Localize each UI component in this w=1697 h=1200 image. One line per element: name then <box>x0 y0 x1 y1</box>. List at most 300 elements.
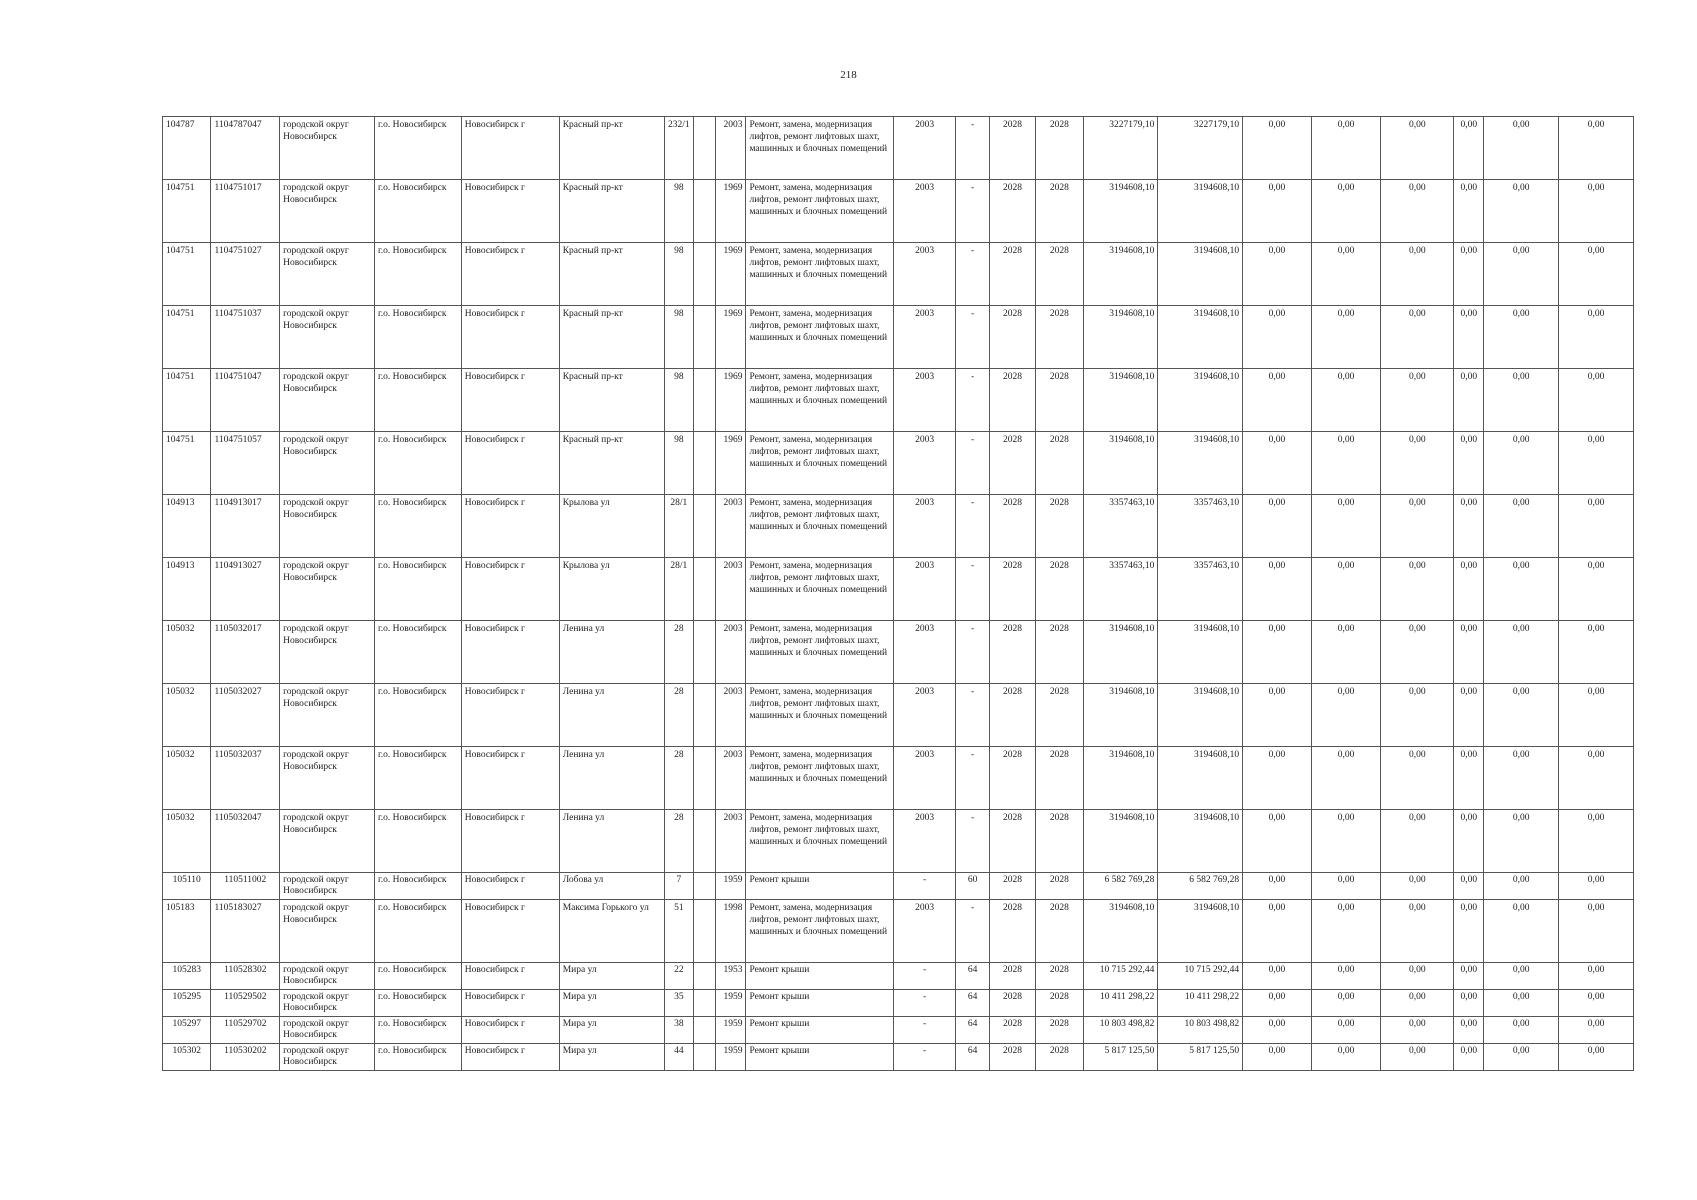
cell-prev-year: - <box>893 990 956 1017</box>
cell-house: 98 <box>664 243 693 306</box>
cell-plan-year-2: 2028 <box>1036 1044 1083 1071</box>
cell-v6: 0,00 <box>1559 990 1634 1017</box>
cell-cost-total: 10 803 498,82 <box>1083 1017 1158 1044</box>
cell-municipality: г.о. Новосибирск <box>374 558 461 621</box>
table-row <box>163 963 1634 990</box>
cell-plan-year-1: 2028 <box>989 963 1035 990</box>
cell-v3: 0,00 <box>1381 243 1454 306</box>
cell-settlement: Новосибирск г <box>461 747 559 810</box>
cell-street: Мира ул <box>559 963 664 990</box>
cell-plan-year-2: 2028 <box>1036 432 1083 495</box>
cell-district: городской округ Новосибирск <box>280 558 375 621</box>
cell-service-life: - <box>956 900 989 963</box>
cell-work: Ремонт, замена, модернизация лифтов, ремонт лифтовых шахт, машинных и блочных помещений <box>746 810 893 873</box>
cell-municipality: г.о. Новосибирск <box>374 810 461 873</box>
cell-prev-year: 2003 <box>893 180 956 243</box>
cell-house: 51 <box>664 900 693 963</box>
cell-plan-year-2: 2028 <box>1036 369 1083 432</box>
cell-year: 1959 <box>716 990 746 1017</box>
cell-prev-year: 2003 <box>893 810 956 873</box>
cell-settlement: Новосибирск г <box>461 495 559 558</box>
table-row <box>163 243 1634 306</box>
cell-settlement: Новосибирск г <box>461 810 559 873</box>
cell-v4: 0,00 <box>1454 1044 1484 1071</box>
cell-plan-year-2: 2028 <box>1036 1017 1083 1044</box>
cell-house: 28/1 <box>664 495 693 558</box>
cell-prev-year: 2003 <box>893 243 956 306</box>
cell-extra <box>693 621 715 684</box>
cell-service-life: - <box>956 306 989 369</box>
cell-v5: 0,00 <box>1484 369 1559 432</box>
cell-v5: 0,00 <box>1484 990 1559 1017</box>
cell-code: 1104913027 <box>211 558 280 621</box>
cell-prev-year: 2003 <box>893 306 956 369</box>
cell-v4: 0,00 <box>1454 495 1484 558</box>
cell-v3: 0,00 <box>1381 495 1454 558</box>
cell-v5: 0,00 <box>1484 621 1559 684</box>
cell-plan-year-1: 2028 <box>989 900 1035 963</box>
cell-street: Мира ул <box>559 990 664 1017</box>
cell-municipality: г.о. Новосибирск <box>374 990 461 1017</box>
cell-street: Максима Горького ул <box>559 900 664 963</box>
cell-code: 110529702 <box>211 1017 280 1044</box>
cell-extra <box>693 990 715 1017</box>
cell-cost-total: 3227179,10 <box>1083 117 1158 180</box>
cell-id: 105283 <box>163 963 211 990</box>
cell-code: 1105032037 <box>211 747 280 810</box>
cell-plan-year-1: 2028 <box>989 117 1035 180</box>
cell-municipality: г.о. Новосибирск <box>374 432 461 495</box>
cell-house: 35 <box>664 990 693 1017</box>
cell-service-life: 64 <box>956 1017 989 1044</box>
cell-plan-year-2: 2028 <box>1036 621 1083 684</box>
cell-street: Красный пр-кт <box>559 180 664 243</box>
cell-cost-total: 6 582 769,28 <box>1083 873 1158 900</box>
cell-cost-total: 10 715 292,44 <box>1083 963 1158 990</box>
cell-v6: 0,00 <box>1559 1044 1634 1071</box>
cell-settlement: Новосибирск г <box>461 990 559 1017</box>
cell-street: Красный пр-кт <box>559 117 664 180</box>
cell-district: городской округ Новосибирск <box>280 369 375 432</box>
cell-municipality: г.о. Новосибирск <box>374 369 461 432</box>
cell-work: Ремонт, замена, модернизация лифтов, ремонт лифтовых шахт, машинных и блочных помещений <box>746 369 893 432</box>
cell-v3: 0,00 <box>1381 117 1454 180</box>
cell-plan-year-1: 2028 <box>989 369 1035 432</box>
cell-plan-year-2: 2028 <box>1036 243 1083 306</box>
cell-cost-1: 3194608,10 <box>1158 180 1243 243</box>
cell-extra <box>693 306 715 369</box>
cell-street: Красный пр-кт <box>559 432 664 495</box>
cell-extra <box>693 1017 715 1044</box>
cell-year: 1969 <box>716 432 746 495</box>
cell-cost-total: 3194608,10 <box>1083 243 1158 306</box>
cell-v1: 0,00 <box>1243 684 1312 747</box>
cell-v6: 0,00 <box>1559 180 1634 243</box>
cell-cost-total: 3194608,10 <box>1083 747 1158 810</box>
cell-v4: 0,00 <box>1454 558 1484 621</box>
cell-year: 1998 <box>716 900 746 963</box>
cell-service-life: - <box>956 117 989 180</box>
cell-municipality: г.о. Новосибирск <box>374 873 461 900</box>
cell-year: 2003 <box>716 117 746 180</box>
cell-municipality: г.о. Новосибирск <box>374 747 461 810</box>
cell-year: 1969 <box>716 306 746 369</box>
cell-v3: 0,00 <box>1381 684 1454 747</box>
cell-code: 1104787047 <box>211 117 280 180</box>
cell-v5: 0,00 <box>1484 963 1559 990</box>
cell-code: 110511002 <box>211 873 280 900</box>
cell-street: Ленина ул <box>559 684 664 747</box>
cell-cost-1: 3194608,10 <box>1158 243 1243 306</box>
cell-cost-total: 3194608,10 <box>1083 180 1158 243</box>
cell-cost-1: 3357463,10 <box>1158 495 1243 558</box>
cell-house: 28 <box>664 747 693 810</box>
cell-house: 98 <box>664 432 693 495</box>
cell-plan-year-2: 2028 <box>1036 990 1083 1017</box>
cell-plan-year-1: 2028 <box>989 747 1035 810</box>
cell-plan-year-1: 2028 <box>989 990 1035 1017</box>
cell-service-life: 64 <box>956 990 989 1017</box>
cell-v2: 0,00 <box>1311 963 1381 990</box>
cell-work: Ремонт, замена, модернизация лифтов, ремонт лифтовых шахт, машинных и блочных помещений <box>746 432 893 495</box>
cell-extra <box>693 117 715 180</box>
cell-v1: 0,00 <box>1243 369 1312 432</box>
cell-code: 1104913017 <box>211 495 280 558</box>
cell-v2: 0,00 <box>1311 369 1381 432</box>
cell-id: 105183 <box>163 900 211 963</box>
cell-house: 28/1 <box>664 558 693 621</box>
cell-house: 44 <box>664 1044 693 1071</box>
cell-district: городской округ Новосибирск <box>280 117 375 180</box>
cell-cost-total: 3194608,10 <box>1083 900 1158 963</box>
cell-house: 232/1 <box>664 117 693 180</box>
table-row <box>163 990 1634 1017</box>
cell-work: Ремонт крыши <box>746 873 893 900</box>
cell-v5: 0,00 <box>1484 684 1559 747</box>
table-row <box>163 1017 1634 1044</box>
cell-v4: 0,00 <box>1454 747 1484 810</box>
cell-v2: 0,00 <box>1311 747 1381 810</box>
cell-work: Ремонт, замена, модернизация лифтов, ремонт лифтовых шахт, машинных и блочных помещений <box>746 180 893 243</box>
table-row <box>163 873 1634 900</box>
cell-plan-year-1: 2028 <box>989 621 1035 684</box>
cell-v6: 0,00 <box>1559 873 1634 900</box>
cell-v4: 0,00 <box>1454 963 1484 990</box>
cell-plan-year-1: 2028 <box>989 243 1035 306</box>
cell-v1: 0,00 <box>1243 180 1312 243</box>
cell-plan-year-1: 2028 <box>989 1017 1035 1044</box>
cell-v2: 0,00 <box>1311 990 1381 1017</box>
cell-house: 28 <box>664 621 693 684</box>
cell-house: 28 <box>664 810 693 873</box>
cell-v1: 0,00 <box>1243 963 1312 990</box>
cell-v5: 0,00 <box>1484 306 1559 369</box>
cell-cost-total: 3357463,10 <box>1083 495 1158 558</box>
cell-v1: 0,00 <box>1243 306 1312 369</box>
cell-v6: 0,00 <box>1559 558 1634 621</box>
cell-plan-year-2: 2028 <box>1036 747 1083 810</box>
cell-code: 1105032047 <box>211 810 280 873</box>
cell-service-life: - <box>956 621 989 684</box>
cell-year: 1969 <box>716 243 746 306</box>
cell-street: Мира ул <box>559 1044 664 1071</box>
cell-v3: 0,00 <box>1381 1017 1454 1044</box>
cell-v5: 0,00 <box>1484 558 1559 621</box>
cell-work: Ремонт, замена, модернизация лифтов, ремонт лифтовых шахт, машинных и блочных помещений <box>746 747 893 810</box>
table-row <box>163 117 1634 180</box>
table-row <box>163 432 1634 495</box>
cell-plan-year-2: 2028 <box>1036 810 1083 873</box>
cell-settlement: Новосибирск г <box>461 243 559 306</box>
cell-id: 104751 <box>163 369 211 432</box>
cell-v3: 0,00 <box>1381 747 1454 810</box>
cell-municipality: г.о. Новосибирск <box>374 684 461 747</box>
cell-extra <box>693 180 715 243</box>
cell-prev-year: 2003 <box>893 369 956 432</box>
cell-prev-year: 2003 <box>893 747 956 810</box>
cell-plan-year-1: 2028 <box>989 558 1035 621</box>
cell-municipality: г.о. Новосибирск <box>374 180 461 243</box>
cell-extra <box>693 810 715 873</box>
cell-plan-year-2: 2028 <box>1036 558 1083 621</box>
cell-work: Ремонт крыши <box>746 1017 893 1044</box>
cell-work: Ремонт, замена, модернизация лифтов, ремонт лифтовых шахт, машинных и блочных помещений <box>746 243 893 306</box>
cell-service-life: 60 <box>956 873 989 900</box>
cell-v2: 0,00 <box>1311 180 1381 243</box>
cell-code: 1105032027 <box>211 684 280 747</box>
cell-prev-year: 2003 <box>893 495 956 558</box>
cell-settlement: Новосибирск г <box>461 369 559 432</box>
cell-cost-1: 3194608,10 <box>1158 306 1243 369</box>
cell-plan-year-2: 2028 <box>1036 963 1083 990</box>
cell-code: 1104751027 <box>211 243 280 306</box>
cell-v6: 0,00 <box>1559 369 1634 432</box>
cell-v3: 0,00 <box>1381 432 1454 495</box>
cell-municipality: г.о. Новосибирск <box>374 900 461 963</box>
cell-extra <box>693 495 715 558</box>
cell-v6: 0,00 <box>1559 621 1634 684</box>
cell-cost-1: 10 411 298,22 <box>1158 990 1243 1017</box>
cell-v4: 0,00 <box>1454 117 1484 180</box>
cell-v5: 0,00 <box>1484 900 1559 963</box>
cell-street: Ленина ул <box>559 810 664 873</box>
cell-code: 110528302 <box>211 963 280 990</box>
cell-district: городской округ Новосибирск <box>280 306 375 369</box>
cell-code: 110529502 <box>211 990 280 1017</box>
cell-year: 1959 <box>716 1017 746 1044</box>
cell-v3: 0,00 <box>1381 990 1454 1017</box>
cell-prev-year: - <box>893 873 956 900</box>
cell-plan-year-1: 2028 <box>989 495 1035 558</box>
cell-service-life: - <box>956 747 989 810</box>
cell-settlement: Новосибирск г <box>461 873 559 900</box>
cell-settlement: Новосибирск г <box>461 963 559 990</box>
cell-cost-total: 3194608,10 <box>1083 369 1158 432</box>
cell-year: 2003 <box>716 810 746 873</box>
cell-street: Лобова ул <box>559 873 664 900</box>
cell-plan-year-1: 2028 <box>989 684 1035 747</box>
cell-prev-year: 2003 <box>893 432 956 495</box>
cell-extra <box>693 243 715 306</box>
cell-v6: 0,00 <box>1559 495 1634 558</box>
cell-v1: 0,00 <box>1243 1044 1312 1071</box>
cell-house: 7 <box>664 873 693 900</box>
cell-district: городской округ Новосибирск <box>280 873 375 900</box>
cell-prev-year: 2003 <box>893 900 956 963</box>
cell-v3: 0,00 <box>1381 900 1454 963</box>
cell-plan-year-2: 2028 <box>1036 306 1083 369</box>
cell-plan-year-1: 2028 <box>989 810 1035 873</box>
cell-v4: 0,00 <box>1454 873 1484 900</box>
cell-v2: 0,00 <box>1311 306 1381 369</box>
cell-code: 1104751057 <box>211 432 280 495</box>
cell-id: 104787 <box>163 117 211 180</box>
cell-code: 1105032017 <box>211 621 280 684</box>
cell-prev-year: - <box>893 963 956 990</box>
cell-v4: 0,00 <box>1454 180 1484 243</box>
cell-district: городской округ Новосибирск <box>280 963 375 990</box>
cell-municipality: г.о. Новосибирск <box>374 243 461 306</box>
cell-extra <box>693 684 715 747</box>
table-row <box>163 684 1634 747</box>
cell-district: городской округ Новосибирск <box>280 684 375 747</box>
cell-settlement: Новосибирск г <box>461 900 559 963</box>
cell-cost-1: 3357463,10 <box>1158 558 1243 621</box>
cell-id: 105110 <box>163 873 211 900</box>
cell-v1: 0,00 <box>1243 990 1312 1017</box>
cell-plan-year-1: 2028 <box>989 432 1035 495</box>
cell-code: 1104751017 <box>211 180 280 243</box>
cell-plan-year-2: 2028 <box>1036 495 1083 558</box>
cell-id: 105032 <box>163 810 211 873</box>
cell-v5: 0,00 <box>1484 1017 1559 1044</box>
cell-v1: 0,00 <box>1243 873 1312 900</box>
cell-cost-1: 3194608,10 <box>1158 900 1243 963</box>
cell-cost-1: 10 803 498,82 <box>1158 1017 1243 1044</box>
cell-plan-year-1: 2028 <box>989 180 1035 243</box>
cell-district: городской округ Новосибирск <box>280 495 375 558</box>
cell-v2: 0,00 <box>1311 558 1381 621</box>
cell-municipality: г.о. Новосибирск <box>374 117 461 180</box>
cell-v3: 0,00 <box>1381 1044 1454 1071</box>
cell-v2: 0,00 <box>1311 432 1381 495</box>
cell-work: Ремонт, замена, модернизация лифтов, ремонт лифтовых шахт, машинных и блочных помещений <box>746 558 893 621</box>
cell-work: Ремонт крыши <box>746 963 893 990</box>
cell-extra <box>693 558 715 621</box>
cell-settlement: Новосибирск г <box>461 621 559 684</box>
cell-prev-year: 2003 <box>893 684 956 747</box>
cell-district: городской округ Новосибирск <box>280 432 375 495</box>
cell-v3: 0,00 <box>1381 180 1454 243</box>
cell-district: городской округ Новосибирск <box>280 621 375 684</box>
cell-street: Ленина ул <box>559 621 664 684</box>
cell-year: 2003 <box>716 558 746 621</box>
cell-v5: 0,00 <box>1484 117 1559 180</box>
cell-cost-1: 3194608,10 <box>1158 432 1243 495</box>
cell-service-life: 64 <box>956 963 989 990</box>
table-row <box>163 180 1634 243</box>
cell-extra <box>693 963 715 990</box>
cell-house: 38 <box>664 1017 693 1044</box>
cell-extra <box>693 432 715 495</box>
table-body <box>163 117 1634 1071</box>
cell-v2: 0,00 <box>1311 684 1381 747</box>
cell-v4: 0,00 <box>1454 900 1484 963</box>
cell-plan-year-2: 2028 <box>1036 684 1083 747</box>
cell-v4: 0,00 <box>1454 684 1484 747</box>
cell-work: Ремонт крыши <box>746 990 893 1017</box>
cell-street: Красный пр-кт <box>559 243 664 306</box>
cell-v1: 0,00 <box>1243 621 1312 684</box>
cell-id: 105295 <box>163 990 211 1017</box>
table-row <box>163 306 1634 369</box>
cell-municipality: г.о. Новосибирск <box>374 963 461 990</box>
cell-municipality: г.о. Новосибирск <box>374 306 461 369</box>
cell-v6: 0,00 <box>1559 810 1634 873</box>
cell-v1: 0,00 <box>1243 495 1312 558</box>
cell-extra <box>693 1044 715 1071</box>
cell-v3: 0,00 <box>1381 558 1454 621</box>
cell-year: 1953 <box>716 963 746 990</box>
cell-district: городской округ Новосибирск <box>280 1017 375 1044</box>
cell-code: 1104751047 <box>211 369 280 432</box>
cell-v6: 0,00 <box>1559 963 1634 990</box>
cell-plan-year-1: 2028 <box>989 873 1035 900</box>
cell-cost-total: 5 817 125,50 <box>1083 1044 1158 1071</box>
cell-settlement: Новосибирск г <box>461 1044 559 1071</box>
cell-cost-1: 3194608,10 <box>1158 369 1243 432</box>
cell-v4: 0,00 <box>1454 990 1484 1017</box>
cell-work: Ремонт, замена, модернизация лифтов, ремонт лифтовых шахт, машинных и блочных помещений <box>746 900 893 963</box>
table-row <box>163 747 1634 810</box>
cell-work: Ремонт, замена, модернизация лифтов, ремонт лифтовых шахт, машинных и блочных помещений <box>746 621 893 684</box>
cell-service-life: - <box>956 180 989 243</box>
cell-v6: 0,00 <box>1559 306 1634 369</box>
cell-v5: 0,00 <box>1484 810 1559 873</box>
cell-year: 1969 <box>716 180 746 243</box>
cell-house: 28 <box>664 684 693 747</box>
cell-year: 1959 <box>716 873 746 900</box>
cell-district: городской округ Новосибирск <box>280 810 375 873</box>
cell-work: Ремонт, замена, модернизация лифтов, ремонт лифтовых шахт, машинных и блочных помещений <box>746 495 893 558</box>
cell-street: Ленина ул <box>559 747 664 810</box>
cell-v1: 0,00 <box>1243 558 1312 621</box>
cell-cost-total: 3357463,10 <box>1083 558 1158 621</box>
cell-v5: 0,00 <box>1484 873 1559 900</box>
cell-v3: 0,00 <box>1381 369 1454 432</box>
cell-settlement: Новосибирск г <box>461 558 559 621</box>
cell-v1: 0,00 <box>1243 900 1312 963</box>
cell-v1: 0,00 <box>1243 432 1312 495</box>
cell-plan-year-1: 2028 <box>989 306 1035 369</box>
cell-service-life: - <box>956 558 989 621</box>
cell-prev-year: - <box>893 1044 956 1071</box>
cell-id: 105032 <box>163 684 211 747</box>
cell-v4: 0,00 <box>1454 306 1484 369</box>
cell-prev-year: 2003 <box>893 117 956 180</box>
cell-id: 105032 <box>163 621 211 684</box>
cell-work: Ремонт крыши <box>746 1044 893 1071</box>
cell-cost-total: 3194608,10 <box>1083 684 1158 747</box>
cell-cost-1: 3194608,10 <box>1158 621 1243 684</box>
cell-settlement: Новосибирск г <box>461 432 559 495</box>
cell-plan-year-2: 2028 <box>1036 873 1083 900</box>
cell-extra <box>693 369 715 432</box>
cell-year: 1969 <box>716 369 746 432</box>
cell-service-life: - <box>956 495 989 558</box>
cell-district: городской округ Новосибирск <box>280 180 375 243</box>
cell-id: 105302 <box>163 1044 211 1071</box>
